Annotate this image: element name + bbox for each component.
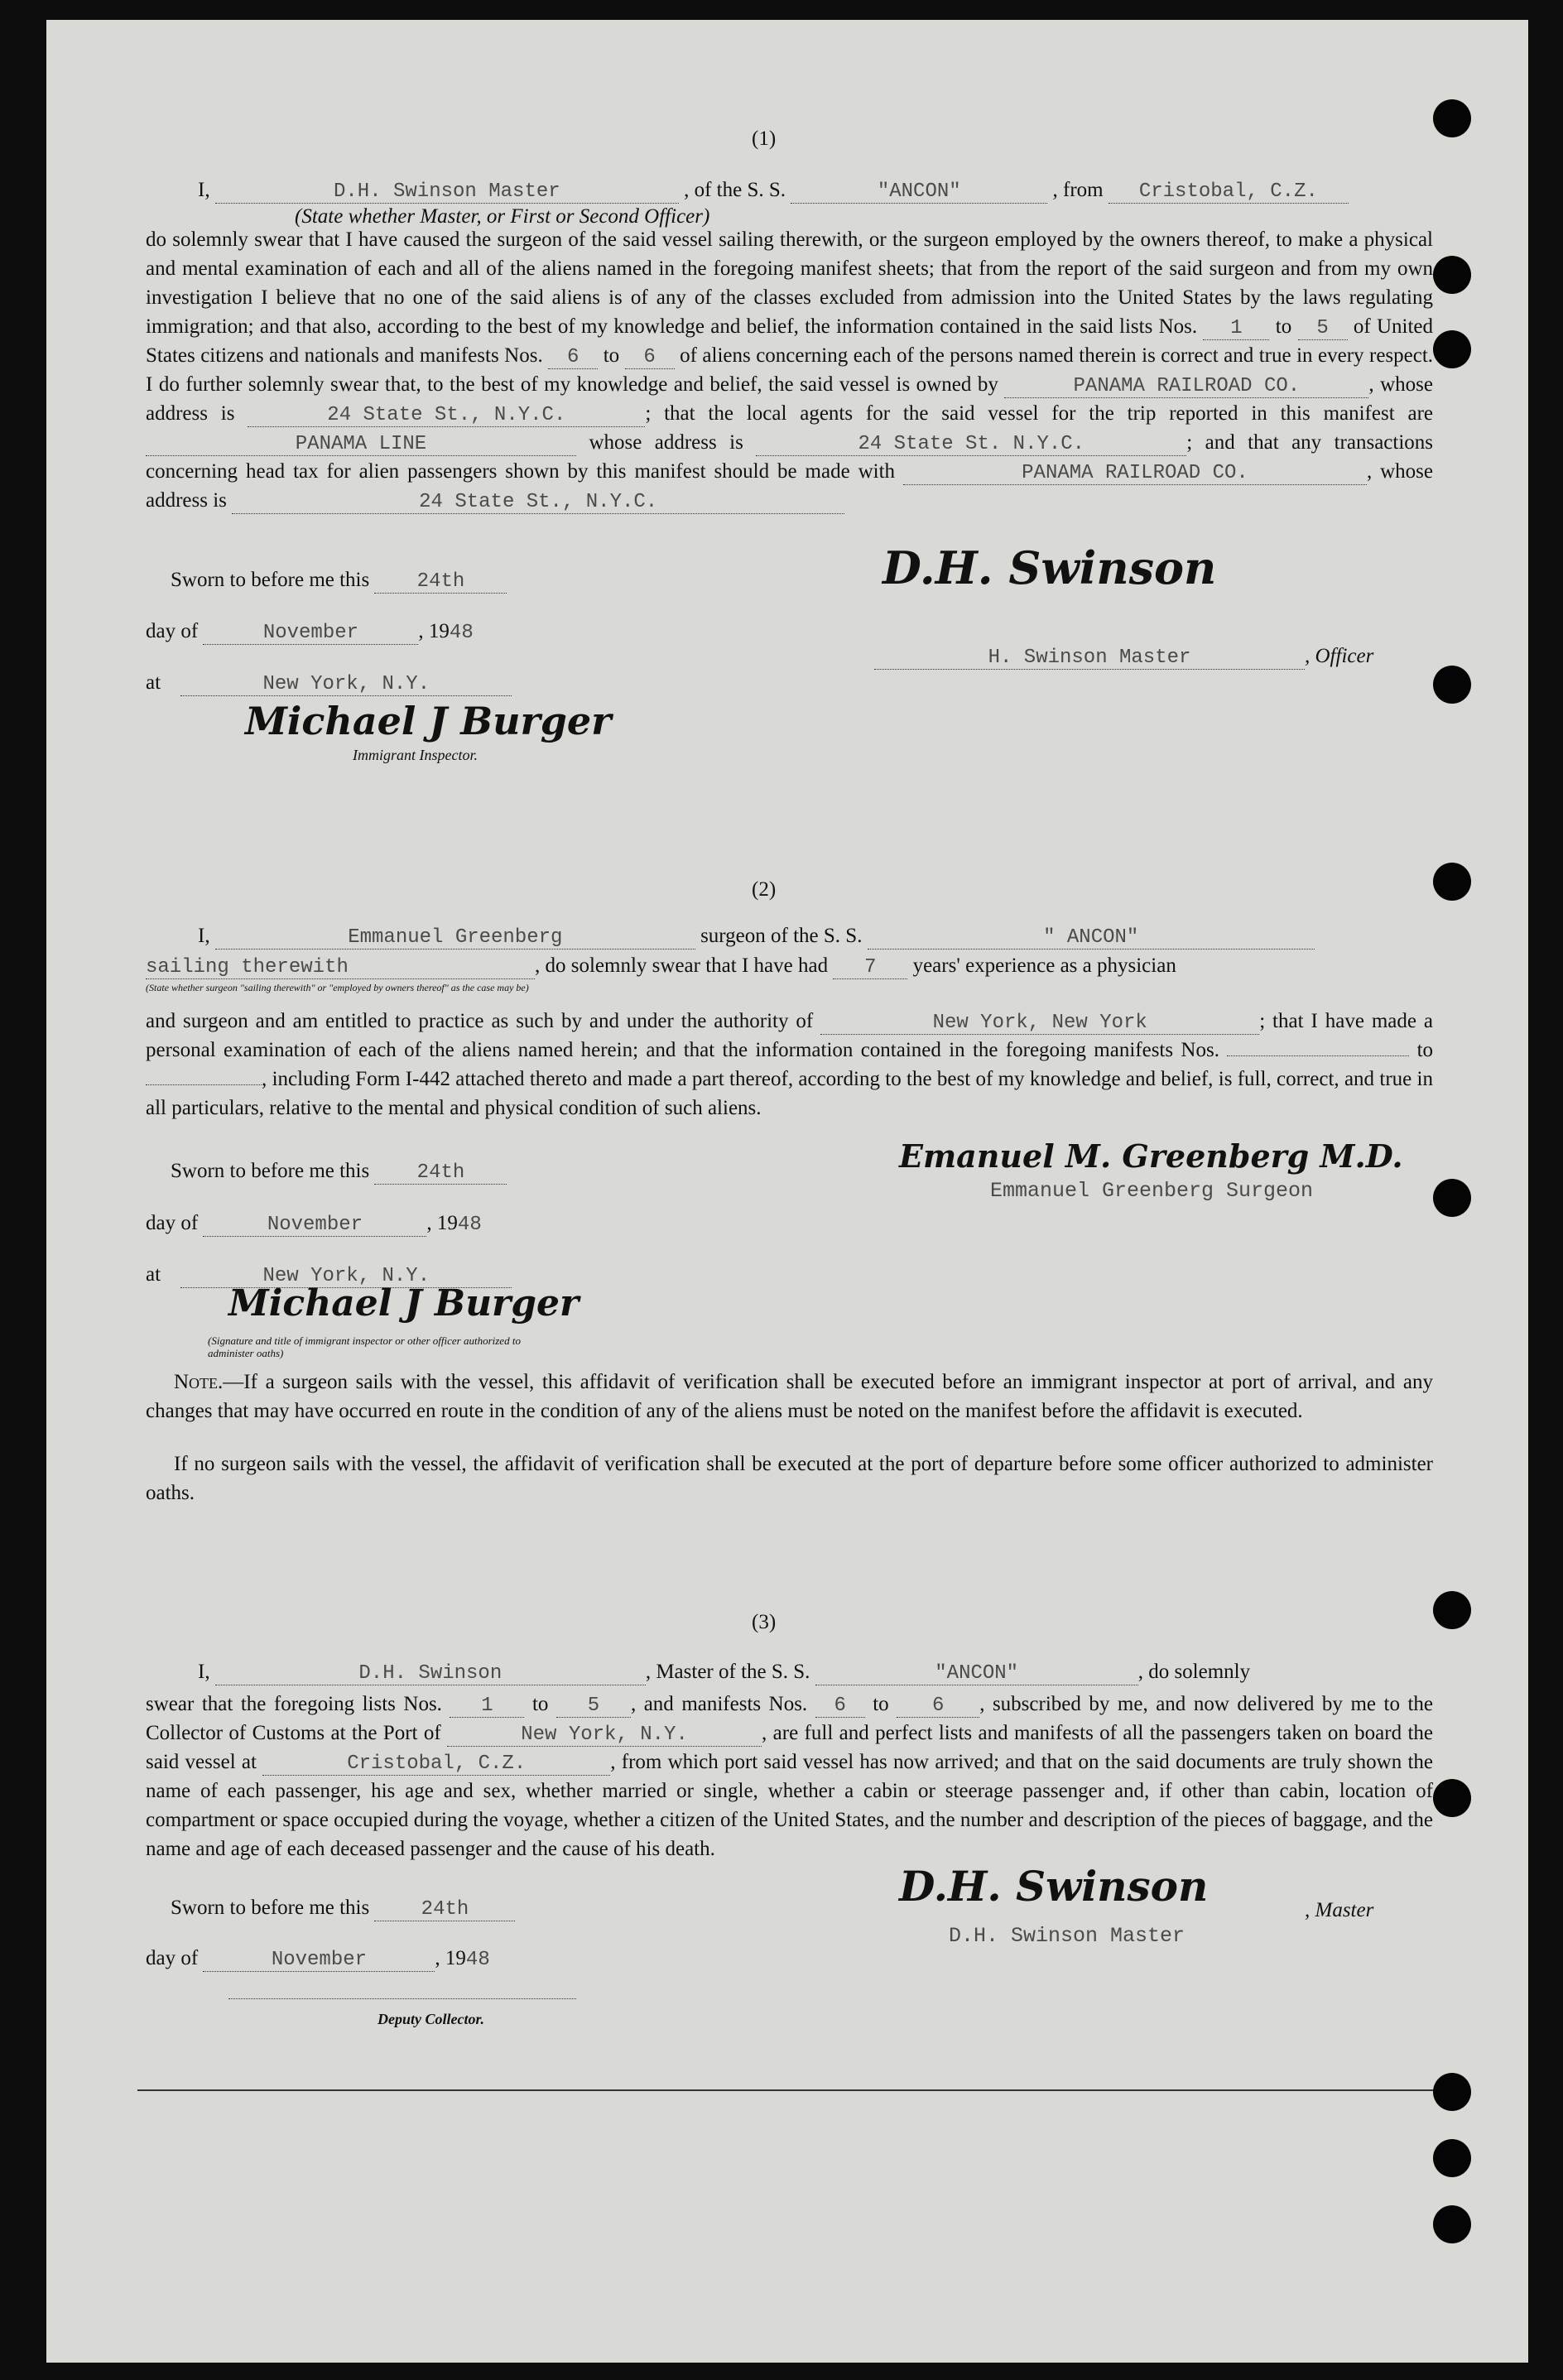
section-1-place: New York, N.Y. — [180, 674, 512, 696]
of-ss-label: , of the S. S. — [684, 179, 786, 201]
section-3-master-label: , Master — [1305, 1899, 1374, 1921]
section-3-lists-from: 1 — [450, 1695, 524, 1718]
section-3-master-typed: D.H. Swinson Master — [949, 1924, 1185, 1948]
headtax-field: PANAMA RAILROAD CO. — [903, 463, 1367, 485]
binder-hole — [1433, 1779, 1471, 1817]
manifests-from: 6 — [548, 347, 598, 369]
bottom-rule — [137, 2089, 1437, 2091]
section-3-day-of: day of November , 1948 — [146, 1947, 490, 1971]
binder-hole — [1433, 1179, 1471, 1217]
inspector-signature-2: Michael J Burger — [228, 1282, 580, 1325]
owner-address-field: 24 State St., N.Y.C. — [248, 405, 645, 427]
binder-hole — [1433, 2205, 1471, 2243]
section-3-number: (3) — [752, 1611, 777, 1633]
master-signature-1: D.H. Swinson — [882, 541, 1217, 594]
section-3-manifests-from: 6 — [815, 1695, 865, 1718]
headtax-address-field: 24 State St., N.Y.C. — [232, 492, 844, 514]
section-2-note: Note.—If a surgeon sails with the vessel, this affidavit of verification shall be executed before an immigrant inspector at port of arrival, and any changes that may have occurred en route in the condition of any of the aliens must be noted on the manifest before the affidavit is executed. — [146, 1371, 1433, 1422]
master-signature-3: D.H. Swinson — [899, 1862, 1209, 1911]
section-3-master-field: D.H. Swinson — [215, 1663, 646, 1685]
binder-hole — [1433, 256, 1471, 294]
binder-hole — [1433, 1591, 1471, 1629]
sailing-caption: (State whether surgeon "sailing therewith" or "employed by owners thereof" as the case may be) — [146, 982, 529, 993]
section-2-body: and surgeon and am entitled to practice as such by and under the authority of New York, New York ; that I have made a personal examination of each of the aliens named herein; and that the information contained in the foregoing manifests Nos. to , including Form I-442 attached thereto and made a part thereof, according to the best of my knowledge and belief, is full, correct, and true in all particulars, relative to the mental and physical condition of such aliens. — [146, 1010, 1434, 1119]
deputy-collector-caption: Deputy Collector. — [378, 2011, 484, 2027]
section-1-year: 48 — [449, 622, 474, 644]
section-2-manifest-from — [1227, 1055, 1409, 1056]
section-2-number: (2) — [752, 878, 777, 901]
section-2-sailing-line: sailing therewith , do solemnly swear that I have had 7 years' experience as a physician — [146, 954, 1176, 978]
immigrant-inspector-caption: Immigrant Inspector. — [353, 747, 478, 763]
manifests-to: 6 — [625, 347, 675, 369]
section-3-manifests-to: 6 — [897, 1695, 979, 1718]
deputy-line — [228, 1998, 576, 1999]
port-from-field: Cristobal, C.Z. — [1109, 181, 1349, 204]
section-1-officer-line — [874, 645, 1373, 670]
inspector-signature-1: Michael J Burger — [245, 699, 612, 743]
section-2-day-of: day of November , 1948 — [146, 1212, 482, 1236]
section-3-sworn: Sworn to before me this 24th — [171, 1897, 515, 1921]
section-3-port-from: Cristobal, C.Z. — [262, 1753, 610, 1776]
binder-hole — [1433, 2139, 1471, 2177]
agents-address-field: 24 State St. N.Y.C. — [756, 434, 1186, 456]
section-2-note-2: If no surgeon sails with the vessel, the affidavit of verification shall be executed at the port of departure before some officer authorized to administer oaths. — [146, 1453, 1433, 1504]
officer-caption: (State whether Master, or First or Second Officer) — [295, 205, 710, 228]
section-1-month: November — [203, 623, 418, 645]
owner-field: PANAMA RAILROAD CO. — [1004, 376, 1368, 398]
years-field: 7 — [833, 957, 907, 979]
surgeon-name-field: Emmanuel Greenberg — [215, 927, 695, 950]
section-1-date-day: 24th — [374, 571, 507, 594]
section-1-body: do solemnly swear that I have caused the surgeon of the said vessel sailing therewith, or the surgeon employed by the owners thereof, to make a physical and mental examination of each and all of the aliens named in the foregoing manifest sheets; that from the report of the said surgeon and from my own investigation I believe that no one of the said aliens is of any of the classes excluded from admission into the United States by the laws regulating immigration; and that also, according to the best of my knowledge and belief, the information contained in the said lists Nos. 1 to 5 of United States citizens and nationals and manifests Nos. 6 to 6 of aliens concerning each of the persons named therein is correct and true in every respect. I do further solemnly swear that, to the best of my knowledge and belief, the said vessel is owned by PANAMA RAILROAD CO. , whose address is 24 State St., N.Y.C. ; that the local agents for the said vessel for the trip reported in this manifest are PANAMA LINE whose address is 24 State St. N.Y.C. ; and that any transactions concerning head tax for alien passengers shown by this manifest should be made with PANAMA RAILROAD CO. , whose address is 24 State St., N.Y.C. — [146, 228, 1434, 513]
section-2-manifest-to — [146, 1084, 262, 1085]
section-3-month: November — [203, 1950, 435, 1972]
section-1-number: (1) — [752, 127, 777, 150]
binder-hole — [1433, 2073, 1471, 2111]
from-label: , from — [1052, 179, 1104, 201]
section-2-sworn: Sworn to before me this 24th — [171, 1160, 507, 1185]
section-1-day-of: day of November , 1948 — [146, 620, 474, 644]
section-2-year: 48 — [457, 1214, 482, 1236]
section-2-date-day: 24th — [374, 1162, 507, 1185]
binder-hole — [1433, 666, 1471, 704]
binder-hole — [1433, 99, 1471, 137]
officer-field: D.H. Swinson Master — [215, 181, 679, 204]
officer-typed: H. Swinson Master — [874, 647, 1305, 670]
section-3-vessel: "ANCON" — [815, 1663, 1138, 1685]
sailing-field: sailing therewith — [146, 957, 535, 979]
section-1-at: at New York, N.Y. — [146, 671, 512, 696]
section-2-month: November — [203, 1214, 426, 1237]
section-3-port: New York, N.Y. — [447, 1724, 762, 1747]
section-2-vessel: " ANCON" — [868, 927, 1315, 950]
binder-hole — [1433, 330, 1471, 368]
surgeon-signature: Emanuel M. Greenberg M.D. — [899, 1137, 1403, 1175]
lists-from: 1 — [1203, 318, 1269, 340]
surgeon-typed: Emmanuel Greenberg Surgeon — [990, 1179, 1314, 1203]
manifest-page — [46, 20, 1528, 2363]
officer-label: , Officer — [1305, 645, 1374, 667]
lists-to: 5 — [1298, 318, 1348, 340]
section-2-at: at New York, N.Y. — [146, 1263, 512, 1288]
inspector-2-caption: (Signature and title of immigrant inspector or other officer authorized to administer oaths) — [208, 1334, 521, 1359]
section-1-sworn: Sworn to before me this 24th — [171, 569, 507, 594]
section-3-body: swear that the foregoing lists Nos. 1 to 5 , and manifests Nos. 6 to 6 , subscribed by me, and now delivered by me to the Collector of Customs at the Port of New York, N.Y. , are full and perfect lists and manifests of all the passengers taken on board the said vessel at Cristobal, C.Z. , from which port said vessel has now arrived; and that on the said documents are truly shown the name of each passenger, his age and sex, whether married or single, whether a cabin or steerage passenger and, if other than cabin, location of compartment or space occupied during the voyage, whether a citizen of the United States, and the number and description of the pieces of baggage, and the name and age of each deceased passenger and the cause of his death. — [146, 1693, 1434, 1860]
binder-hole — [1433, 863, 1471, 901]
authority-field: New York, New York — [820, 1012, 1259, 1035]
section-1-intro — [198, 179, 1349, 204]
agents-field: PANAMA LINE — [146, 434, 576, 456]
section-2-place: New York, N.Y. — [180, 1266, 512, 1288]
note-label: Note. — [174, 1371, 224, 1393]
section-2-intro: I, Emmanuel Greenberg surgeon of the S. S. " ANCON" — [198, 925, 1315, 950]
intro-i: I, — [198, 179, 210, 201]
section-3-lists-to: 5 — [556, 1695, 631, 1718]
vessel-field: "ANCON" — [791, 181, 1047, 204]
section-3-year: 48 — [465, 1949, 490, 1971]
section-3-date-day: 24th — [374, 1899, 515, 1921]
section-3-intro: I, D.H. Swinson , Master of the S. S. "ANCON" , do solemnly — [198, 1661, 1251, 1685]
